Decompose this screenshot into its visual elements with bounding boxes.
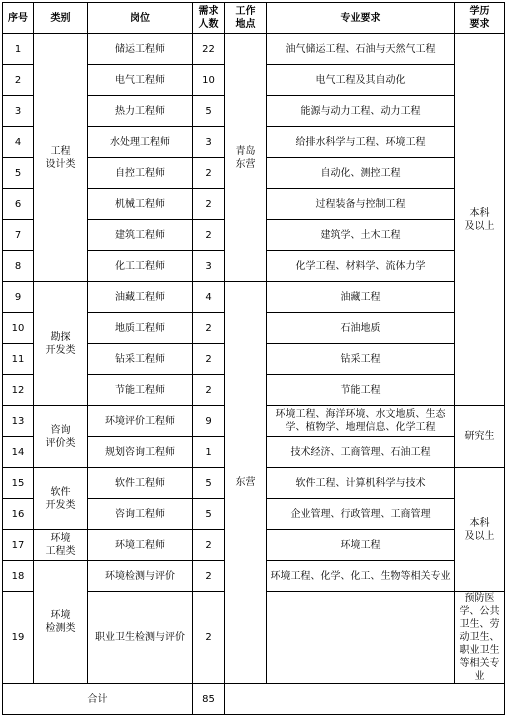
major-cell: 钻采工程 (267, 344, 455, 375)
seq-cell: 6 (3, 189, 34, 220)
count-cell: 2 (193, 592, 225, 684)
major-cell: 石油地质 (267, 313, 455, 344)
table-row (3, 282, 505, 313)
count-cell: 9 (193, 406, 225, 437)
total-row (3, 684, 505, 715)
category-cell: 勘探 开发类 (34, 282, 88, 406)
position-cell: 环境工程师 (88, 530, 193, 561)
table-row (3, 34, 505, 65)
position-cell: 地质工程师 (88, 313, 193, 344)
major-cell: 环境工程、化学、化工、生物等相关专业 (267, 561, 455, 592)
major-cell: 建筑学、土木工程 (267, 220, 455, 251)
position-cell: 建筑工程师 (88, 220, 193, 251)
category-cell: 工程 设计类 (34, 34, 88, 282)
seq-cell: 16 (3, 499, 34, 530)
position-cell: 咨询工程师 (88, 499, 193, 530)
count-cell: 4 (193, 282, 225, 313)
major-cell: 自动化、测控工程 (267, 158, 455, 189)
total-filler (225, 684, 505, 715)
major-cell: 环境工程 (267, 530, 455, 561)
header-row (3, 3, 505, 34)
position-cell: 职业卫生检测与评价 (88, 592, 193, 684)
seq-cell: 18 (3, 561, 34, 592)
seq-cell: 8 (3, 251, 34, 282)
header-location: 工作 地点 (225, 3, 267, 34)
count-cell: 2 (193, 344, 225, 375)
major-cell: 能源与动力工程、动力工程 (267, 96, 455, 127)
position-cell: 环境评价工程师 (88, 406, 193, 437)
count-cell: 2 (193, 220, 225, 251)
location-cell: 东营 (225, 282, 267, 684)
count-cell: 22 (193, 34, 225, 65)
seq-cell: 11 (3, 344, 34, 375)
seq-cell: 9 (3, 282, 34, 313)
seq-cell: 7 (3, 220, 34, 251)
location-cell (267, 592, 455, 684)
count-cell: 10 (193, 65, 225, 96)
seq-cell: 17 (3, 530, 34, 561)
count-cell: 1 (193, 437, 225, 468)
header-education: 学历 要求 (455, 3, 505, 34)
seq-cell: 10 (3, 313, 34, 344)
major-cell: 给排水科学与工程、环境工程 (267, 127, 455, 158)
position-cell: 自控工程师 (88, 158, 193, 189)
major-cell: 油藏工程 (267, 282, 455, 313)
total-count: 85 (193, 684, 225, 715)
recruitment-table (2, 2, 505, 715)
seq-cell: 3 (3, 96, 34, 127)
major-cell: 油气储运工程、石油与天然气工程 (267, 34, 455, 65)
position-cell: 钻采工程师 (88, 344, 193, 375)
count-cell: 2 (193, 530, 225, 561)
position-cell: 电气工程师 (88, 65, 193, 96)
education-cell: 研究生 (455, 406, 505, 468)
category-cell: 环境 检测类 (34, 561, 88, 684)
education-cell: 本科 及以上 (455, 468, 505, 592)
seq-cell: 14 (3, 437, 34, 468)
position-cell: 水处理工程师 (88, 127, 193, 158)
header-count: 需求 人数 (193, 3, 225, 34)
location-cell: 青岛 东营 (225, 34, 267, 282)
position-cell: 环境检测与评价 (88, 561, 193, 592)
count-cell: 2 (193, 375, 225, 406)
seq-cell: 4 (3, 127, 34, 158)
count-cell: 2 (193, 158, 225, 189)
major-cell: 环境工程、海洋环境、水文地质、生态学、植物学、地理信息、化学工程 (267, 406, 455, 437)
count-cell: 5 (193, 468, 225, 499)
position-cell: 储运工程师 (88, 34, 193, 65)
position-cell: 节能工程师 (88, 375, 193, 406)
position-cell: 油藏工程师 (88, 282, 193, 313)
total-label: 合计 (3, 684, 193, 715)
seq-cell: 13 (3, 406, 34, 437)
position-cell: 机械工程师 (88, 189, 193, 220)
count-cell: 3 (193, 251, 225, 282)
major-cell: 过程装备与控制工程 (267, 189, 455, 220)
seq-cell: 5 (3, 158, 34, 189)
header-position: 岗位 (88, 3, 193, 34)
major-cell: 节能工程 (267, 375, 455, 406)
count-cell: 5 (193, 499, 225, 530)
position-cell: 化工工程师 (88, 251, 193, 282)
position-cell: 软件工程师 (88, 468, 193, 499)
count-cell: 5 (193, 96, 225, 127)
major-cell: 预防医学、公共卫生、劳动卫生、职业卫生等相关专业 (455, 592, 505, 684)
education-cell: 本科 及以上 (455, 34, 505, 406)
header-major: 专业要求 (267, 3, 455, 34)
seq-cell: 15 (3, 468, 34, 499)
count-cell: 2 (193, 313, 225, 344)
category-cell: 环境 工程类 (34, 530, 88, 561)
position-cell: 规划咨询工程师 (88, 437, 193, 468)
header-seq: 序号 (3, 3, 34, 34)
category-cell: 咨询 评价类 (34, 406, 88, 468)
major-cell: 企业管理、行政管理、工商管理 (267, 499, 455, 530)
position-cell: 热力工程师 (88, 96, 193, 127)
major-cell: 技术经济、工商管理、石油工程 (267, 437, 455, 468)
count-cell: 3 (193, 127, 225, 158)
major-cell: 化学工程、材料学、流体力学 (267, 251, 455, 282)
category-cell: 软件 开发类 (34, 468, 88, 530)
header-category: 类别 (34, 3, 88, 34)
seq-cell: 19 (3, 592, 34, 684)
seq-cell: 2 (3, 65, 34, 96)
major-cell: 电气工程及其自动化 (267, 65, 455, 96)
seq-cell: 12 (3, 375, 34, 406)
seq-cell: 1 (3, 34, 34, 65)
count-cell: 2 (193, 189, 225, 220)
count-cell: 2 (193, 561, 225, 592)
major-cell: 软件工程、计算机科学与技术 (267, 468, 455, 499)
